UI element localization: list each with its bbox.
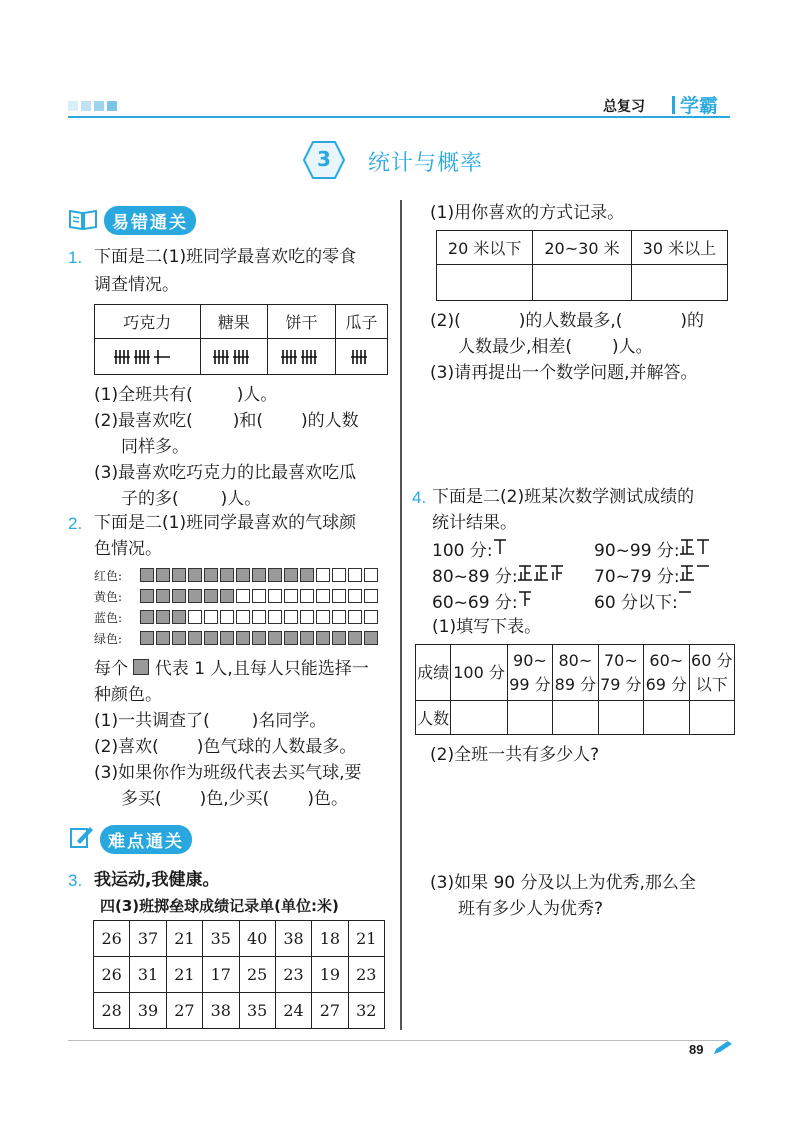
q2-bar-filled-cell [140, 631, 154, 645]
q2-bar-filled-cell [284, 631, 298, 645]
q2-bar-empty-cell [220, 610, 234, 624]
q2-bar-empty-cell [364, 589, 378, 603]
header-brand: 学霸 [680, 95, 719, 117]
q3-record-header: 20~30 米 [533, 231, 632, 265]
q2-stem-1: 下面是二(1)班同学最喜欢的气球颜 [94, 513, 357, 533]
q4-fill-label: (1)填写下表。 [432, 617, 542, 637]
header-section: 总复习 [603, 99, 645, 115]
q2-bar-filled-cell [172, 568, 186, 582]
book-icon [68, 207, 98, 235]
q3-score-cell: 26 [94, 957, 130, 993]
q2-bar-empty-cell [348, 568, 362, 582]
q2-sub2: (2)喜欢( )色气球的人数最多。 [94, 737, 357, 757]
q3-score-cell: 37 [130, 921, 166, 957]
chapter-number: 3 [317, 147, 331, 171]
q2-bar-filled-cell [268, 631, 282, 645]
q3-table-title: 四(3)班掷垒球成绩记录单(单位:米) [100, 897, 339, 915]
header-decoration [68, 101, 117, 111]
q2-bar-empty-cell [316, 610, 330, 624]
footer-rule [68, 1040, 728, 1041]
q4-tally-label: 80~89 分: [432, 567, 518, 587]
q3-score-cell: 38 [275, 921, 311, 957]
q1-stem-2: 调查情况。 [94, 275, 179, 295]
q4-sub3-1: (3)如果 90 分及以上为优秀,那么全 [430, 873, 696, 893]
q2-bar-empty-cell [332, 589, 346, 603]
q2-bar-empty-cell [364, 568, 378, 582]
q3-score-cell: 28 [94, 993, 130, 1029]
q2-bar-empty-cell [236, 610, 250, 624]
q3-right-sub3: (3)请再提出一个数学问题,并解答。 [430, 363, 698, 383]
q3-score-cell: 40 [239, 921, 275, 957]
q1-tally-candy [200, 339, 268, 375]
q1-tally-seeds [335, 339, 387, 375]
q2-bar-label: 黄色: [94, 589, 123, 604]
q1-header: 巧克力 [95, 305, 201, 339]
column-divider [400, 200, 402, 1030]
q4-stem-2: 统计结果。 [432, 513, 517, 533]
q4-tally-item [594, 564, 714, 591]
q2-bar-empty-cell [188, 610, 202, 624]
q2-number: 2. [68, 514, 83, 533]
q2-bar-empty-cell [364, 610, 378, 624]
q2-bar-label: 红色: [94, 568, 123, 583]
easy-section-badge [68, 206, 196, 235]
q3-score-cell: 25 [239, 957, 275, 993]
q1-stem-1: 下面是二(1)班同学最喜欢吃的零食 [94, 247, 357, 267]
q2-bar-empty-cell [316, 568, 330, 582]
q2-bar-empty-cell [300, 589, 314, 603]
q2-bar-filled-cell [140, 610, 154, 624]
q2-bar-filled-cell [156, 631, 170, 645]
q2-bar-label: 绿色: [94, 631, 123, 646]
q4-table-header: 70~ 79 分 [598, 645, 643, 701]
q1-sub3: (3)最喜欢吃巧克力的比最喜欢吃瓜 [94, 463, 357, 483]
q4-tally-marks [493, 538, 511, 565]
q4-tally-marks [518, 590, 536, 617]
hard-section-badge [68, 824, 192, 854]
q4-answer-cell[interactable] [689, 701, 734, 735]
q4-answer-cell[interactable] [553, 701, 598, 735]
q4-tally-item [432, 538, 511, 565]
header-rule [68, 116, 730, 118]
q4-stem-1: 下面是二(2)班某次数学测试成绩的 [432, 487, 695, 507]
q2-bar-empty-cell [268, 610, 282, 624]
q3-score-cell: 27 [166, 993, 202, 1029]
q3-score-cell: 35 [239, 993, 275, 1029]
q1-tally-biscuit [268, 339, 336, 375]
q3-score-table [93, 920, 385, 1029]
q4-table-header: 80~ 89 分 [553, 645, 598, 701]
q2-bar-empty-cell [236, 589, 250, 603]
q2-bar-filled-cell [220, 631, 234, 645]
q3-score-cell: 38 [203, 993, 239, 1029]
q1-table [94, 304, 388, 375]
q2-bar-filled-cell [236, 631, 250, 645]
q3-right-sub2-cont: 人数最少,相差( )人。 [458, 337, 653, 357]
q2-sub3: (3)如果你作为班级代表去买气球,要 [94, 763, 362, 783]
q2-bar-filled-cell [156, 589, 170, 603]
q3-score-cell: 17 [203, 957, 239, 993]
q3-record-table [436, 230, 728, 301]
q4-table-header: 60~ 69 分 [644, 645, 689, 701]
q3-score-cell: 24 [275, 993, 311, 1029]
q3-score-cell: 23 [348, 957, 384, 993]
q2-bar-empty-cell [252, 589, 266, 603]
grey-square-icon [133, 659, 149, 675]
q4-tally-item [432, 590, 536, 617]
q2-bar-filled-cell [156, 568, 170, 582]
q2-bar-empty-cell [348, 589, 362, 603]
pencil-note-icon [68, 824, 94, 854]
q2-bar-empty-cell [300, 610, 314, 624]
q2-bar-filled-cell [188, 631, 202, 645]
q3-score-cell: 18 [312, 921, 348, 957]
q2-bar-empty-cell [252, 610, 266, 624]
q1-sub3-cont: 子的多( )人。 [121, 489, 262, 509]
q4-tally-item [432, 564, 568, 591]
easy-section-label: 易错通关 [104, 206, 196, 235]
q4-tally-marks [678, 590, 696, 617]
q3-number: 3. [68, 871, 83, 890]
q2-bar-filled-cell [204, 589, 218, 603]
hard-section-label: 难点通关 [100, 825, 192, 854]
q1-number: 1. [68, 248, 83, 267]
q1-header: 糖果 [200, 305, 268, 339]
q3-score-cell: 31 [130, 957, 166, 993]
q2-bar-empty-cell [204, 610, 218, 624]
q4-tally-item [594, 538, 714, 565]
pencil-icon [712, 1040, 734, 1060]
q4-answer-cell[interactable] [598, 701, 643, 735]
chapter-title: 统计与概率 [368, 151, 484, 176]
q2-bar-filled-cell [188, 568, 202, 582]
q2-bar-label: 蓝色: [94, 610, 123, 625]
q2-bar-filled-cell [172, 631, 186, 645]
q4-table-header: 成绩 [416, 645, 451, 701]
q4-row-label: 人数 [416, 701, 451, 735]
q2-bar-filled-cell [220, 589, 234, 603]
q2-bar-filled-cell [156, 610, 170, 624]
q4-number: 4. [412, 488, 427, 507]
q4-table-header: 60 分 以下 [689, 645, 734, 701]
q2-bar-row [94, 587, 380, 605]
q4-tally-item [594, 590, 696, 617]
q2-bar-filled-cell [172, 589, 186, 603]
q2-bar-empty-cell [332, 568, 346, 582]
q3-score-cell: 39 [130, 993, 166, 1029]
q4-tally-label: 90~99 分: [594, 541, 680, 561]
q2-bar-empty-cell [268, 589, 282, 603]
table-row [416, 701, 735, 735]
q2-bar-empty-cell [332, 610, 346, 624]
q1-sub2-cont: 同样多。 [121, 437, 189, 457]
q3-score-cell: 21 [348, 921, 384, 957]
q2-sub3-cont: 多买( )色,少买( )色。 [121, 789, 348, 809]
q2-bar-filled-cell [348, 631, 362, 645]
q2-bar-filled-cell [300, 568, 314, 582]
q2-bar-filled-cell [140, 568, 154, 582]
q4-answer-cell[interactable] [507, 701, 552, 735]
q2-bar-empty-cell [284, 610, 298, 624]
q2-sub1: (1)一共调查了( )名同学。 [94, 711, 327, 731]
q2-bar-empty-cell [316, 589, 330, 603]
q2-note-2: 种颜色。 [94, 685, 162, 705]
q2-bar-filled-cell [252, 568, 266, 582]
q2-bar-filled-cell [172, 610, 186, 624]
q3-record-cell[interactable] [631, 265, 727, 301]
q2-bar-filled-cell [252, 631, 266, 645]
q3-record-header: 30 米以上 [631, 231, 727, 265]
q2-bar-row [94, 566, 380, 584]
q4-answer-cell[interactable] [644, 701, 689, 735]
q3-right-sub2: (2)( )的人数最多,( )的 [430, 311, 705, 331]
q3-score-cell: 23 [275, 957, 311, 993]
q2-bar-filled-cell [364, 631, 378, 645]
q3-score-cell: 32 [348, 993, 384, 1029]
table-row [94, 957, 385, 993]
q4-tally-label: 70~79 分: [594, 567, 680, 587]
q3-score-cell: 35 [203, 921, 239, 957]
q2-bar-filled-cell [236, 568, 250, 582]
q3-score-cell: 21 [166, 921, 202, 957]
q2-stem-2: 色情况。 [94, 539, 162, 559]
q2-bar-row [94, 629, 380, 647]
q2-bar-filled-cell [220, 568, 234, 582]
q3-score-cell: 26 [94, 921, 130, 957]
q2-bar-empty-cell [284, 589, 298, 603]
q4-tally-marks [680, 564, 714, 591]
q4-answer-cell[interactable] [451, 701, 507, 735]
q3-record-cell[interactable] [533, 265, 632, 301]
q4-tally-label: 100 分: [432, 541, 493, 561]
q2-bar-filled-cell [268, 568, 282, 582]
q4-sub3-2: 班有多少人为优秀? [458, 899, 604, 919]
table-row [94, 921, 385, 957]
page-number: 89 [689, 1042, 704, 1057]
q2-bar-filled-cell [204, 631, 218, 645]
q2-bar-filled-cell [204, 568, 218, 582]
table-row [416, 645, 735, 701]
q4-table-header: 100 分 [451, 645, 507, 701]
q1-sub1: (1)全班共有( )人。 [94, 385, 278, 405]
q3-record-header: 20 米以下 [437, 231, 533, 265]
q1-sub2: (2)最喜欢吃( )和( )的人数 [94, 411, 359, 431]
q3-score-cell: 19 [312, 957, 348, 993]
q2-bar-filled-cell [284, 568, 298, 582]
q2-bar-empty-cell [348, 610, 362, 624]
q4-tally-label: 60 分以下: [594, 593, 678, 613]
q1-tally-chocolate [95, 339, 201, 375]
q4-sub2: (2)全班一共有多少人? [430, 745, 600, 765]
q2-bar-filled-cell [140, 589, 154, 603]
q2-bar-filled-cell [332, 631, 346, 645]
q4-tally-marks [518, 564, 568, 591]
q4-tally-marks [680, 538, 714, 565]
q4-score-table [415, 644, 735, 735]
q4-table-header: 90~ 99 分 [507, 645, 552, 701]
table-row [94, 993, 385, 1029]
q2-bar-filled-cell [300, 631, 314, 645]
q3-right-sub1: (1)用你喜欢的方式记录。 [430, 203, 625, 223]
header-brand-bar [672, 96, 675, 114]
q1-header: 饼干 [268, 305, 336, 339]
q3-score-cell: 27 [312, 993, 348, 1029]
q3-record-cell[interactable] [437, 265, 533, 301]
q2-bar-row [94, 608, 380, 626]
q1-header: 瓜子 [335, 305, 387, 339]
q3-stem: 我运动,我健康。 [94, 870, 220, 890]
q2-bar-filled-cell [316, 631, 330, 645]
q2-note-1: 每个 代表 1 人,且每人只能选择一 [94, 659, 369, 679]
q2-bar-filled-cell [188, 589, 202, 603]
q3-score-cell: 21 [166, 957, 202, 993]
q4-tally-label: 60~69 分: [432, 593, 518, 613]
